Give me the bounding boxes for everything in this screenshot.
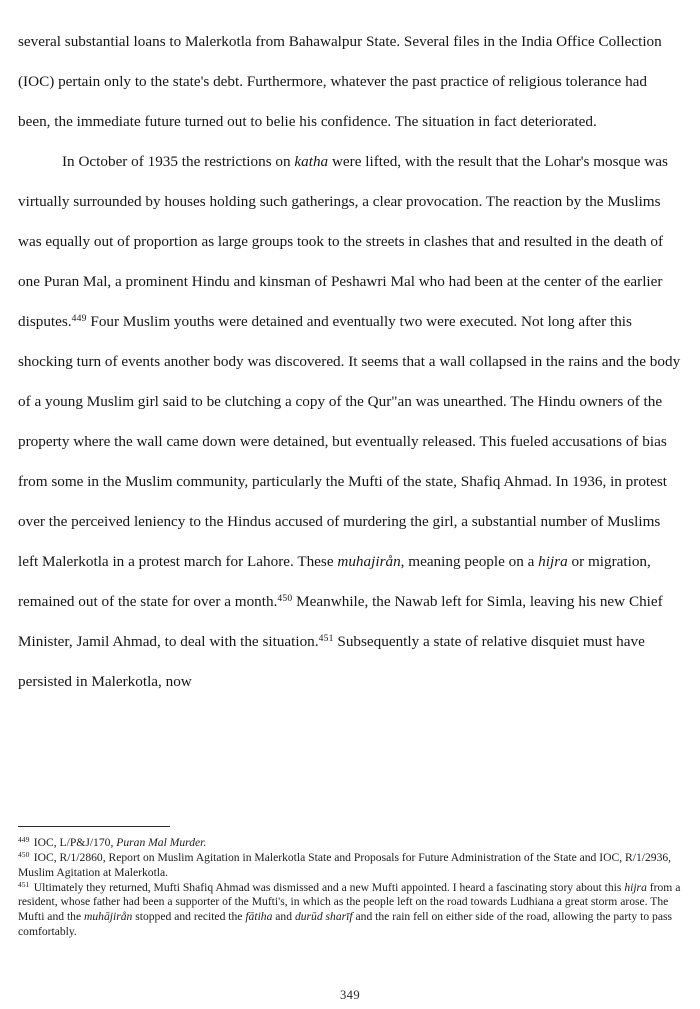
footnote-list (18, 836, 690, 939)
italic-term: Puran Mal Murder. (116, 836, 207, 849)
body-paragraph: In October of 1935 the restrictions on katha were lifted, with the result that the Lohar's mosque was virtually surrounded by houses holding such gatherings, a clear provocation. The reaction by the Muslims was equally out of proportion as large groups took to the streets in clashes that and resulted in the death of one Puran Mal, a prominent Hindu and kinsman of Peshawri Mal who had been at the center of the earlier disputes.$^{449}$ Four Muslim youths were detained and eventually two were executed. Not long after this shocking turn of events another body was discovered. It seems that a wall collapsed in the rains and the body of a young Muslim girl said to be clutching a copy of the Qur"an was unearthed. The Hindu owners of the property where the wall came down were detained, but eventually released. This fueled accusations of bias from some in the Muslim community, particularly the Mufti of the state, Shafiq Ahmad. In 1936, in protest over the perceived leniency to the Hindus accused of murdering the girl, a substantial number of Muslims left Malerkotla in a protest march for Lahore. These muhajirån, meaning people on a hijra or migration, remained out of the state for over a month.$^{450}$ Meanwhile, the Nawab left for Simla, leaving his new Chief Minister, Jamil Ahmad, to deal with the situation.$^{451}$ Subsequently a state of relative disquiet must have persisted in Malerkotla, now (18, 153, 681, 690)
italic-term: katha (294, 153, 329, 170)
italic-term: durūd sharīf (294, 909, 353, 923)
footnote-area (18, 826, 690, 940)
italic-term: muhājirån (84, 909, 133, 923)
footnote-number[interactable]: 449 (18, 835, 30, 845)
page-number: 349 (339, 988, 361, 1002)
footnote-number[interactable]: 451 (18, 879, 30, 889)
footnote-reference[interactable]: 450 (277, 593, 293, 605)
footnote-entry: $^{451}$ Ultimately they returned, Mufti Shafiq Ahmad was dismissed and a new Mufti appointed. I heard a fascinating story about this hijra from a resident, whose father had been a supporter of the Mufti's, in which as the people left on the road towards Ludhiana a great storm arose. The Mufti and the muhājirån stopped and recited the fātiha and durūd sharīf and the rain fell on either side of the road, allowing the party to pass comfortably. (18, 879, 681, 938)
italic-term: hijra (538, 553, 568, 570)
footnote-separator-rule (18, 826, 170, 827)
footnote-number[interactable]: 450 (18, 850, 30, 860)
italic-term: fātiha (245, 909, 273, 923)
footnote-entry: $^{449}$ IOC, L/P&J/170, Puran Mal Murder. (18, 835, 207, 849)
footnote-reference[interactable]: 451 (318, 633, 334, 645)
body-text-block (18, 22, 683, 702)
italic-term: hijra (624, 880, 647, 894)
body-paragraph: several substantial loans to Malerkotla from Bahawalpur State. Several files in the India Office Collection (IOC) pertain only to the state's debt. Furthermore, whatever the past practice of religious tolerance had been, the immediate future turned out to belie his confidence. The situation in fact deteriorated. (18, 33, 662, 130)
italic-term: muhajirån (337, 553, 401, 570)
footnote-entry: $^{450}$ IOC, R/1/2860, Report on Muslim Agitation in Malerkotla State and Proposals for Future Administration of the State and IOC, R/1/2936, Muslim Agitation at Malerkotla. (18, 850, 672, 879)
footnote-reference[interactable]: 449 (71, 313, 87, 325)
